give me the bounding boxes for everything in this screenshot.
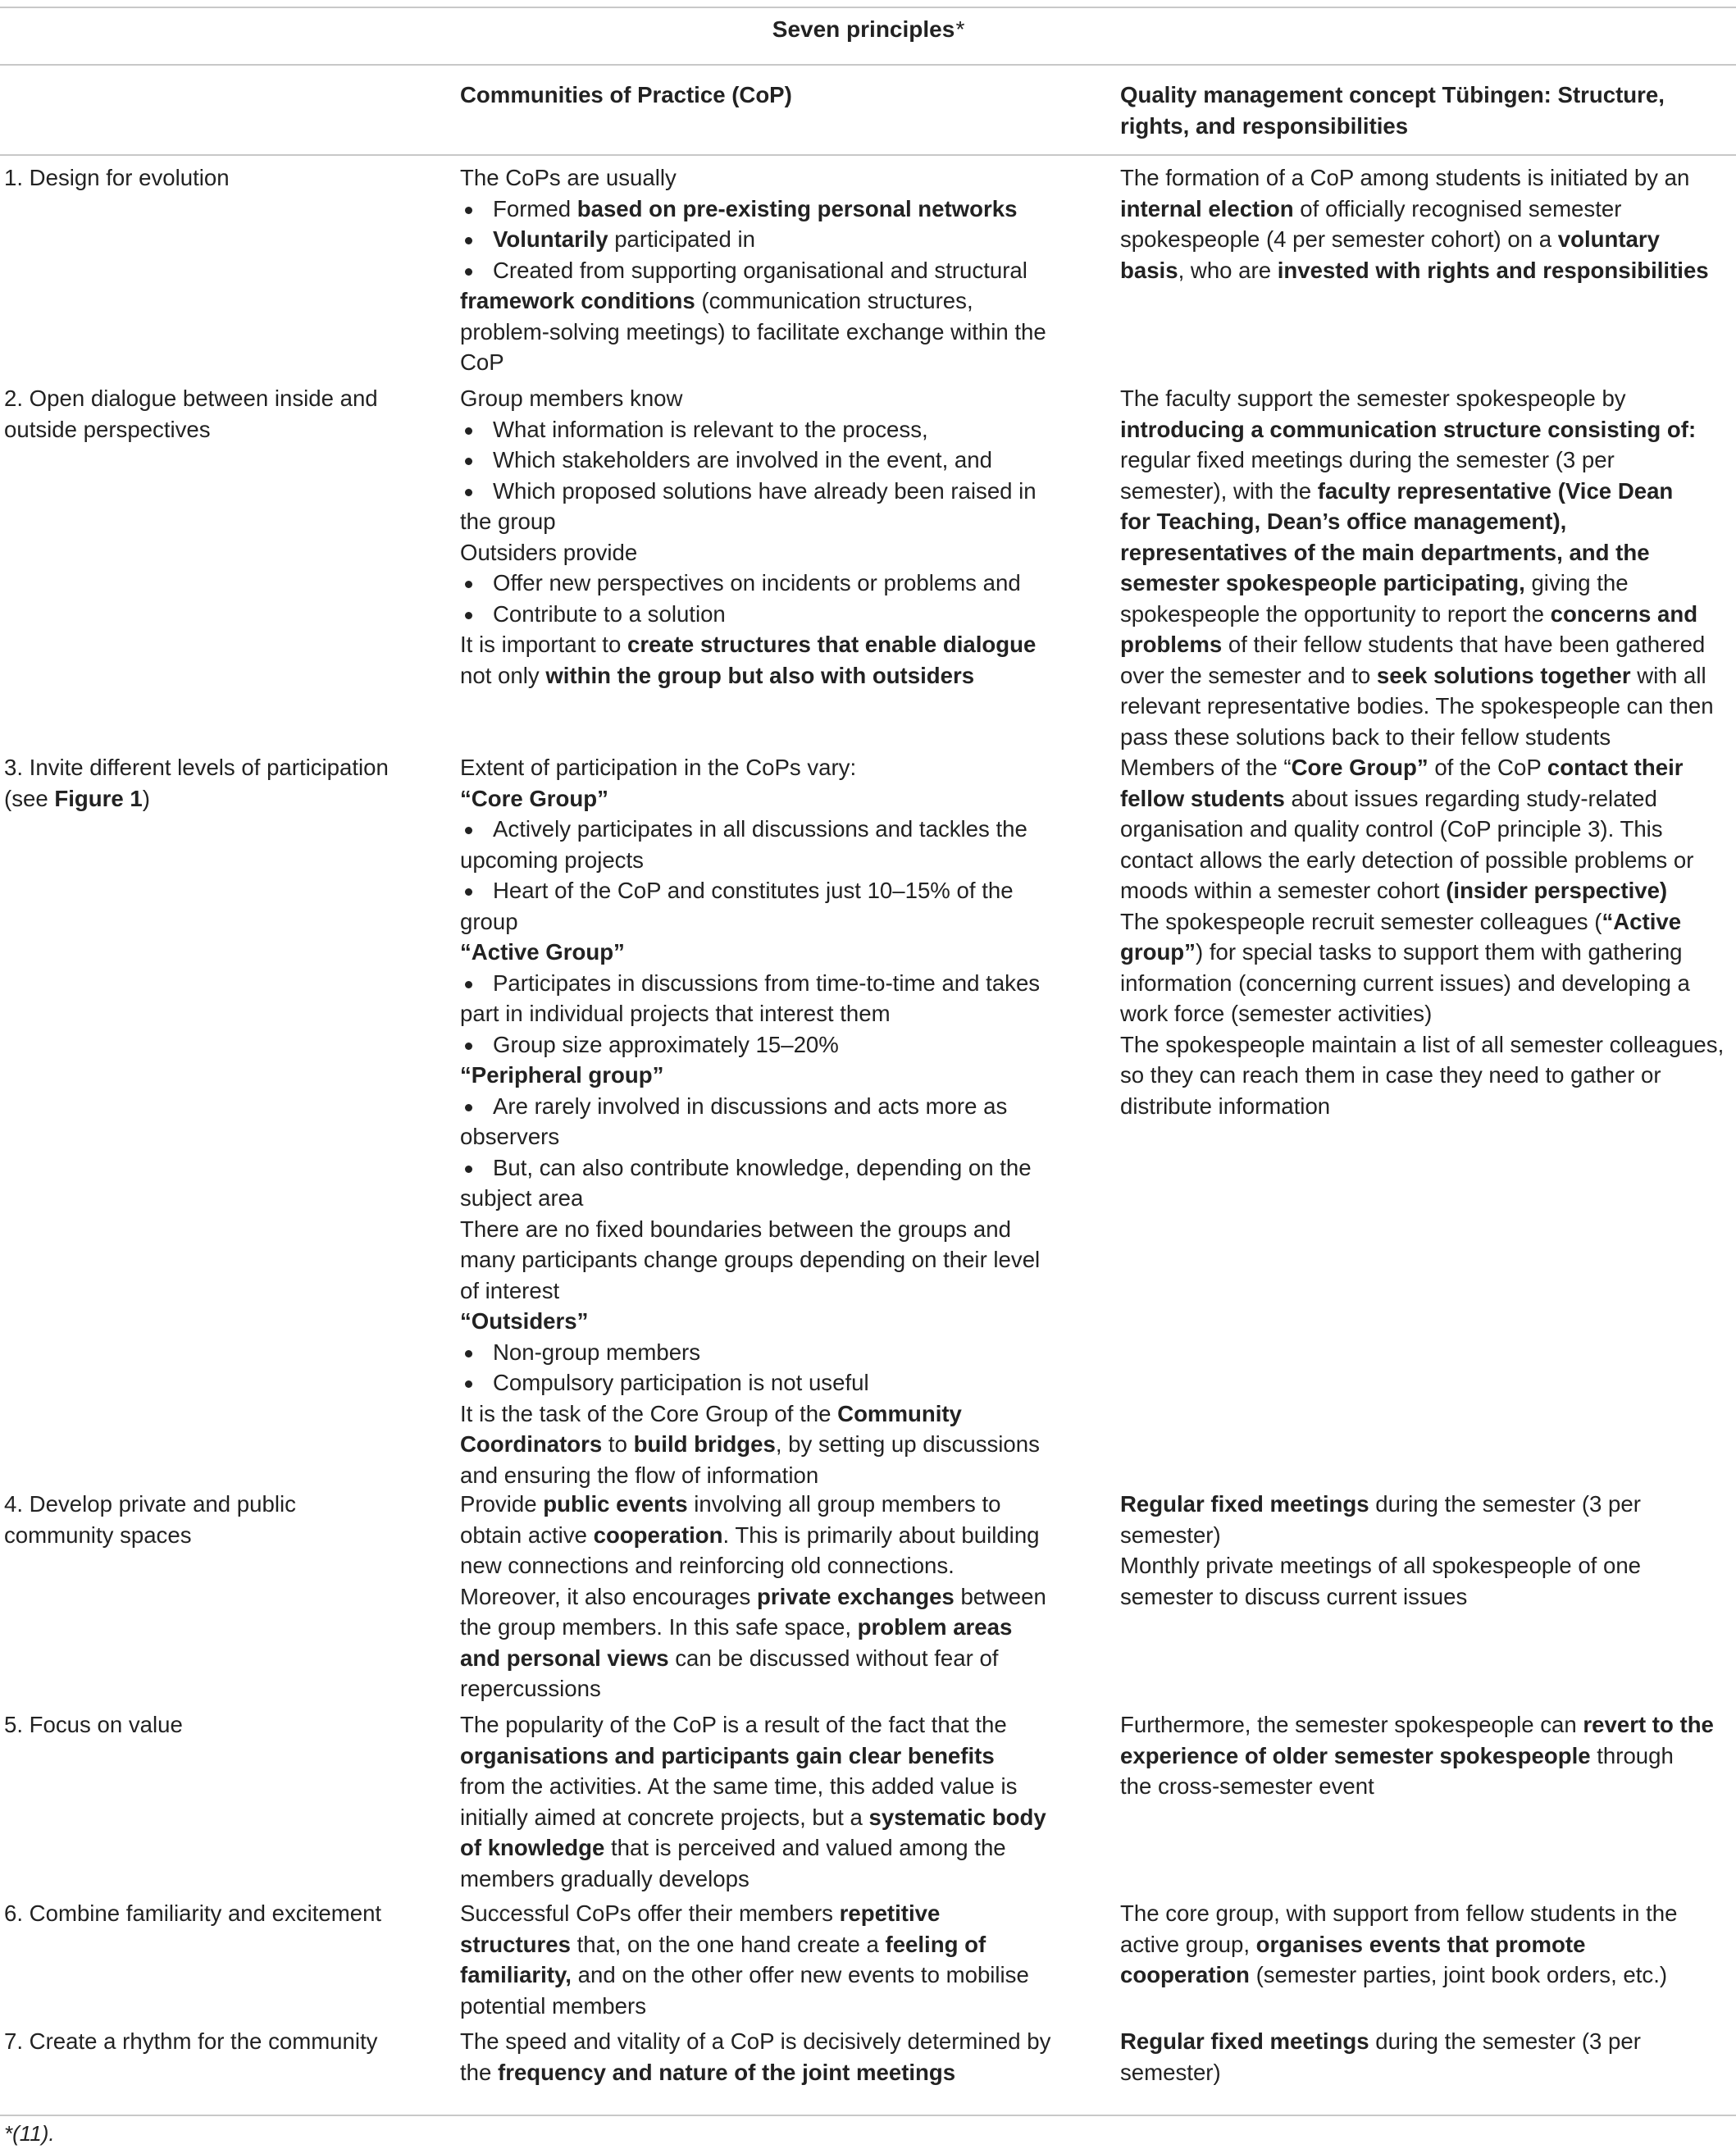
text-line: observers — [460, 1124, 560, 1149]
text-line: Furthermore, the semester spokespeople can revert to the — [1120, 1712, 1714, 1737]
text-line: familiarity, and on the other offer new events to mobilise — [460, 1962, 1029, 1987]
text-line: “Peripheral group” — [460, 1062, 664, 1088]
text-line: The formation of a CoP among students is initiated by an — [1120, 165, 1690, 190]
column-header-cop: Communities of Practice (CoP) — [460, 82, 792, 107]
quality-management-cell — [1120, 1489, 1735, 1612]
text-line: “Core Group” — [460, 785, 608, 811]
principle-line: 5. Focus on value — [4, 1712, 183, 1737]
text-line: distribute information — [1120, 1093, 1331, 1119]
text-line: for Teaching, Dean’s office management), — [1120, 509, 1567, 534]
text-line: pass these solutions back to their fellow students — [1120, 723, 1611, 750]
quality-management-cell — [1120, 752, 1735, 1121]
text-line: The spokespeople maintain a list of all semester colleagues, — [1120, 1031, 1725, 1057]
text-line: Regular fixed meetings during the semester (3 per — [1120, 1491, 1641, 1517]
cop-cell — [460, 2026, 1083, 2087]
text-line: problems of their fellow students that have been gathered — [1120, 632, 1706, 657]
text-line: representatives of the main departments, and the — [1120, 539, 1650, 565]
text-line: subject area — [460, 1185, 584, 1211]
text-line: experience of older semester spokespeople through — [1120, 1742, 1674, 1768]
cop-cell — [460, 752, 1083, 1490]
text-line: CoP — [460, 349, 504, 375]
text-line: The popularity of the CoP is a result of the fact that the — [460, 1712, 1007, 1737]
principle-line: (see Figure 1) — [4, 785, 150, 811]
bullet-item: Participates in discussions from time-to-time and takes — [460, 968, 1083, 999]
text-line: many participants change groups depending on their level — [460, 1247, 1041, 1272]
text-line: Regular fixed meetings during the semester (3 per — [1120, 2028, 1641, 2054]
text-line: The CoPs are usually — [460, 165, 677, 190]
text-line: repercussions — [460, 1676, 601, 1701]
footnote: *(11). — [4, 2121, 55, 2146]
text-line: The speed and vitality of a CoP is decisively determined by — [460, 2028, 1051, 2054]
text-line: so they can reach them in case they need to gather or — [1120, 1062, 1661, 1088]
text-line: not only within the group but also with outsiders — [460, 662, 975, 688]
quality-management-cell — [1120, 162, 1735, 285]
top-rule — [0, 7, 1736, 8]
principle-cell — [4, 1489, 431, 1550]
text-line: Coordinators to build bridges, by setting up discussions — [460, 1431, 1040, 1457]
text-line: introducing a communication structure consisting of: — [1120, 416, 1697, 442]
principle-line: 4. Develop private and public — [4, 1491, 296, 1517]
text-line: It is important to create structures that enable dialogue — [460, 632, 1037, 657]
column-header-quality-management: Quality management concept Tübingen: Structure, rights, and responsibilities — [1120, 82, 1665, 139]
quality-management-cell — [1120, 1709, 1735, 1802]
bullet-item: But, can also contribute knowledge, depending on the — [460, 1152, 1083, 1184]
text-line: semester) — [1120, 1522, 1221, 1548]
text-line: The faculty support the semester spokespeople by — [1120, 386, 1626, 411]
text-line: members gradually develops — [460, 1865, 750, 1891]
text-line: “Outsiders” — [460, 1308, 589, 1334]
bullet-item: What information is relevant to the process, — [460, 414, 1083, 445]
text-line: spokespeople (4 per semester cohort) on a voluntary — [1120, 226, 1660, 252]
bullet-item: Offer new perspectives on incidents or problems and — [460, 568, 1083, 599]
quality-management-cell — [1120, 1898, 1735, 1991]
text-line: of interest — [460, 1277, 560, 1303]
cop-cell — [460, 1709, 1083, 1894]
text-line: of knowledge that is perceived and valued among the — [460, 1835, 1006, 1860]
text-line: work force (semester activities) — [1120, 1001, 1433, 1026]
text-line: over the semester and to seek solutions together with all — [1120, 662, 1706, 688]
text-line: Extent of participation in the CoPs vary: — [460, 755, 857, 780]
principle-cell — [4, 383, 431, 445]
text-line: The core group, with support from fellow students in the — [1120, 1900, 1678, 1926]
text-line: Monthly private meetings of all spokespeople of one — [1120, 1553, 1642, 1578]
text-line: information (concerning current issues) and developing a — [1120, 970, 1690, 996]
text-line: new connections and reinforcing old connections. — [460, 1553, 955, 1578]
principle-line: 3. Invite different levels of participation — [4, 755, 389, 780]
cop-cell — [460, 383, 1083, 691]
text-line: Group members know — [460, 386, 683, 411]
bullet-item: Which proposed solutions have already been raised in — [460, 476, 1083, 507]
text-line: obtain active cooperation. This is primarily about building — [460, 1522, 1040, 1548]
principle-cell — [4, 1898, 431, 1929]
header-rule — [0, 64, 1736, 66]
text-line: potential members — [460, 1992, 646, 2019]
text-line: the cross-semester event — [1120, 1773, 1374, 1799]
bullet-item: Compulsory participation is not useful — [460, 1367, 1083, 1398]
table-title: Seven principles* — [772, 16, 964, 42]
text-line: upcoming projects — [460, 846, 644, 873]
principle-line: 7. Create a rhythm for the community — [4, 2028, 378, 2054]
bullet-item: Which stakeholders are involved in the event, and — [460, 445, 1083, 476]
principle-line: 2. Open dialogue between inside and — [4, 386, 378, 411]
text-line: The spokespeople recruit semester colleagues (“Active — [1120, 908, 1682, 934]
text-line: problem-solving meetings) to facilitate exchange within the — [460, 318, 1046, 344]
text-line: the group — [460, 509, 556, 534]
text-line: moods within a semester cohort (insider perspective) — [1120, 878, 1668, 903]
text-line: the group members. In this safe space, problem areas — [460, 1614, 1013, 1640]
text-line: initially aimed at concrete projects, but a systematic body — [460, 1804, 1046, 1830]
cop-cell — [460, 162, 1083, 378]
principle-line: community spaces — [4, 1522, 192, 1548]
text-line: and personal views can be discussed without fear of — [460, 1645, 999, 1671]
principle-line: 1. Design for evolution — [4, 165, 230, 190]
bullet-item: Are rarely involved in discussions and acts more as — [460, 1091, 1083, 1122]
text-line: group”) for special tasks to support them with gathering — [1120, 939, 1683, 965]
quality-management-cell — [1120, 2026, 1735, 2087]
bullet-item: Group size approximately 15–20% — [460, 1029, 1083, 1061]
text-line: basis, who are invested with rights and responsibilities — [1120, 257, 1709, 283]
principle-cell — [4, 2026, 431, 2057]
text-line: the frequency and nature of the joint meetings — [460, 2059, 956, 2085]
principle-cell — [4, 1709, 431, 1741]
text-line: active group, organises events that promote — [1120, 1931, 1586, 1957]
bullet-item: Formed based on pre-existing personal networks — [460, 194, 1083, 225]
text-line: cooperation (semester parties, joint book orders, etc.) — [1120, 1962, 1668, 1987]
text-line: semester), with the faculty representative (Vice Dean — [1120, 477, 1674, 504]
principle-line: outside perspectives — [4, 416, 211, 442]
text-line: Successful CoPs offer their members repetitive — [460, 1900, 941, 1926]
text-line: Moreover, it also encourages private exchanges between — [460, 1583, 1046, 1609]
text-line: It is the task of the Core Group of the Community — [460, 1400, 962, 1426]
text-line: regular fixed meetings during the semester (3 per — [1120, 447, 1615, 472]
bullet-item: Actively participates in all discussions and tackles the — [460, 814, 1083, 845]
text-line: internal election of officially recognised semester — [1120, 195, 1622, 221]
text-line: Provide public events involving all group members to — [460, 1491, 1001, 1517]
text-line: organisation and quality control (CoP principle 3). This — [1120, 816, 1663, 842]
text-line: spokespeople the opportunity to report the concerns and — [1120, 600, 1698, 627]
text-line: structures that, on the one hand create a feeling of — [460, 1931, 986, 1957]
bottom-rule — [0, 2115, 1736, 2116]
text-line: semester) — [1120, 2059, 1221, 2085]
principle-line: 6. Combine familiarity and excitement — [4, 1900, 382, 1926]
text-line: fellow students about issues regarding study-related — [1120, 785, 1657, 811]
bullet-item: Contribute to a solution — [460, 599, 1083, 630]
subheader-rule — [0, 154, 1736, 156]
cop-cell — [460, 1489, 1083, 1704]
text-line: from the activities. At the same time, this added value is — [460, 1773, 1018, 1799]
text-line: group — [460, 908, 518, 934]
cop-cell — [460, 1898, 1083, 2021]
text-line: relevant representative bodies. The spokespeople can then — [1120, 693, 1714, 719]
text-line: “Active Group” — [460, 939, 625, 965]
text-line: organisations and participants gain clear benefits — [460, 1742, 995, 1768]
text-line: contact allows the early detection of possible problems or — [1120, 846, 1694, 873]
bullet-item: Heart of the CoP and constitutes just 10–15% of the — [460, 875, 1083, 906]
principle-cell — [4, 752, 431, 814]
bullet-item: Non-group members — [460, 1337, 1083, 1368]
principle-cell — [4, 162, 431, 194]
text-line: semester spokespeople participating, giving the — [1120, 570, 1629, 595]
text-line: There are no fixed boundaries between the groups and — [460, 1216, 1011, 1242]
bullet-item: Created from supporting organisational and structural — [460, 255, 1083, 286]
text-line: and ensuring the flow of information — [460, 1462, 819, 1488]
text-line: part in individual projects that interest them — [460, 1001, 891, 1026]
text-line: Members of the “Core Group” of the CoP contact their — [1120, 755, 1684, 780]
text-line: framework conditions (communication structures, — [460, 288, 973, 313]
text-line: Outsiders provide — [460, 539, 638, 565]
bullet-item: Voluntarily participated in — [460, 224, 1083, 255]
quality-management-cell — [1120, 383, 1735, 752]
text-line: semester to discuss current issues — [1120, 1583, 1468, 1609]
